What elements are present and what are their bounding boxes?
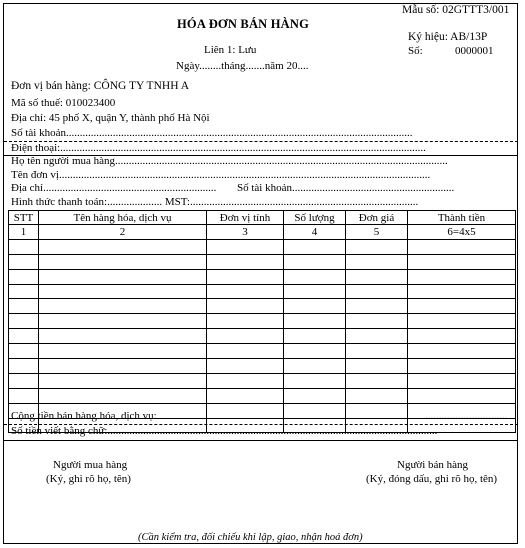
table-cell bbox=[346, 359, 408, 374]
table-cell bbox=[207, 254, 284, 269]
header-amount: Thành tiền bbox=[408, 211, 516, 225]
table-index-row bbox=[9, 225, 516, 240]
table-cell: 6=4x5 bbox=[408, 225, 516, 240]
table-cell bbox=[39, 329, 207, 344]
table-cell bbox=[284, 344, 346, 359]
table-cell bbox=[346, 344, 408, 359]
seller-signature-title: Người bán hàng bbox=[397, 459, 469, 471]
table-cell bbox=[408, 239, 516, 254]
table-cell bbox=[39, 344, 207, 359]
table-cell bbox=[408, 373, 516, 388]
table-row bbox=[9, 388, 516, 403]
table-cell bbox=[408, 359, 516, 374]
table-cell bbox=[207, 359, 284, 374]
table-cell bbox=[9, 373, 39, 388]
total-label: Cộng tiền bán hàng hóa, dịch vụ: bbox=[11, 410, 157, 422]
table-cell bbox=[346, 314, 408, 329]
table-cell bbox=[284, 299, 346, 314]
table-cell: 2 bbox=[39, 225, 207, 240]
table-row bbox=[9, 359, 516, 374]
table-cell bbox=[39, 388, 207, 403]
payment-method: Hình thức thanh toán:.................... MST:................................................................................... bbox=[11, 196, 419, 208]
seller-signature-note: (Ký, đóng dấu, ghi rõ họ, tên) bbox=[366, 473, 498, 485]
table-cell bbox=[408, 388, 516, 403]
table-cell: 4 bbox=[284, 225, 346, 240]
table-cell bbox=[284, 359, 346, 374]
table-cell bbox=[346, 388, 408, 403]
table-cell bbox=[408, 284, 516, 299]
buyer-unit: Tên đơn vị....................................................................................................................................... bbox=[11, 169, 431, 181]
table-row bbox=[9, 373, 516, 388]
table-cell bbox=[9, 284, 39, 299]
table-cell bbox=[207, 299, 284, 314]
table-cell bbox=[207, 314, 284, 329]
table-cell bbox=[39, 254, 207, 269]
table-cell bbox=[284, 388, 346, 403]
header-unit: Đơn vị tính bbox=[207, 211, 284, 225]
table-row bbox=[9, 314, 516, 329]
table-cell bbox=[39, 314, 207, 329]
table-cell bbox=[284, 284, 346, 299]
table-cell bbox=[346, 269, 408, 284]
header-stt: STT bbox=[9, 211, 39, 225]
table-cell bbox=[408, 254, 516, 269]
table-cell bbox=[39, 359, 207, 374]
seller-tax-code: Mã số thuế: 010023400 bbox=[11, 97, 116, 109]
table-row bbox=[9, 344, 516, 359]
header-quantity: Số lượng bbox=[284, 211, 346, 225]
table-cell bbox=[9, 314, 39, 329]
buyer-name: Họ tên người mua hàng......................................................................................................................... bbox=[11, 155, 448, 167]
table-cell bbox=[207, 344, 284, 359]
buyer-address: Địa chỉ............................................................... bbox=[11, 182, 217, 194]
table-cell bbox=[39, 239, 207, 254]
table-cell bbox=[207, 373, 284, 388]
table-cell bbox=[9, 299, 39, 314]
table-cell bbox=[284, 269, 346, 284]
total-value: .............................. bbox=[425, 410, 508, 422]
table-cell: 3 bbox=[207, 225, 284, 240]
invoice-number-label: Số: bbox=[408, 45, 423, 57]
table-cell bbox=[9, 359, 39, 374]
table-row bbox=[9, 254, 516, 269]
table-cell bbox=[284, 314, 346, 329]
footer-note: (Cần kiểm tra, đối chiếu khi lập, giao, nhận hoá đơn) bbox=[138, 532, 363, 543]
table-cell bbox=[9, 239, 39, 254]
header-item-name: Tên hàng hóa, dịch vụ bbox=[39, 211, 207, 225]
table-cell bbox=[207, 329, 284, 344]
form-code: Mẫu số: 02GTTT3/001 bbox=[402, 4, 510, 16]
table-row bbox=[9, 299, 516, 314]
table-cell bbox=[346, 239, 408, 254]
table-row bbox=[9, 329, 516, 344]
items-table bbox=[8, 210, 516, 433]
table-cell bbox=[408, 269, 516, 284]
table-cell bbox=[39, 284, 207, 299]
table-cell bbox=[408, 314, 516, 329]
seller-phone: Điện thoại:..................................................................................................................................... bbox=[11, 142, 426, 154]
table-cell bbox=[284, 239, 346, 254]
table-row bbox=[9, 269, 516, 284]
table-cell bbox=[284, 373, 346, 388]
seller-account: Số tài khoản.............................................................................................................................. bbox=[11, 127, 413, 139]
table-cell bbox=[39, 373, 207, 388]
separator bbox=[4, 440, 518, 441]
table-cell bbox=[39, 299, 207, 314]
table-cell bbox=[346, 254, 408, 269]
table-cell bbox=[346, 329, 408, 344]
amount-in-words: Số tiền viết bằng chữ:........................................................................................................................ bbox=[11, 425, 438, 437]
table-cell bbox=[9, 269, 39, 284]
table-cell bbox=[284, 403, 346, 418]
table-row bbox=[9, 239, 516, 254]
table-cell bbox=[346, 403, 408, 418]
table-cell bbox=[284, 254, 346, 269]
seller-address: Địa chỉ: 45 phố X, quận Y, thành phố Hà Nội bbox=[11, 112, 210, 124]
table-cell bbox=[346, 373, 408, 388]
table-cell: 5 bbox=[346, 225, 408, 240]
table-cell bbox=[9, 388, 39, 403]
table-cell bbox=[284, 329, 346, 344]
table-row bbox=[9, 284, 516, 299]
table-cell bbox=[408, 344, 516, 359]
buyer-signature-note: (Ký, ghi rõ họ, tên) bbox=[46, 473, 131, 485]
seller-name: Đơn vị bán hàng: CÔNG TY TNHH A bbox=[11, 80, 190, 92]
table-cell bbox=[39, 269, 207, 284]
serial-number: Ký hiệu: AB/13P bbox=[408, 31, 488, 43]
table-header-row bbox=[9, 211, 516, 225]
table-cell bbox=[207, 269, 284, 284]
table-cell: 1 bbox=[9, 225, 39, 240]
invoice-title: HÓA ĐƠN BÁN HÀNG bbox=[177, 17, 310, 31]
buyer-account: Số tài khoản........................................................... bbox=[237, 182, 455, 194]
table-cell bbox=[207, 403, 284, 418]
table-cell bbox=[9, 329, 39, 344]
date-line: Ngày........tháng.......năm 20.... bbox=[176, 60, 309, 72]
copy-line: Liên 1: Lưu bbox=[204, 44, 257, 56]
table-cell bbox=[207, 388, 284, 403]
table-cell bbox=[9, 254, 39, 269]
buyer-signature-title: Người mua hàng bbox=[53, 459, 128, 471]
table-cell bbox=[408, 299, 516, 314]
table-cell bbox=[207, 239, 284, 254]
table-cell bbox=[9, 344, 39, 359]
header-unit-price: Đơn giá bbox=[346, 211, 408, 225]
table-cell bbox=[207, 284, 284, 299]
table-cell bbox=[346, 299, 408, 314]
table-cell bbox=[408, 329, 516, 344]
invoice-number-value: 0000001 bbox=[455, 45, 494, 57]
table-cell bbox=[346, 284, 408, 299]
